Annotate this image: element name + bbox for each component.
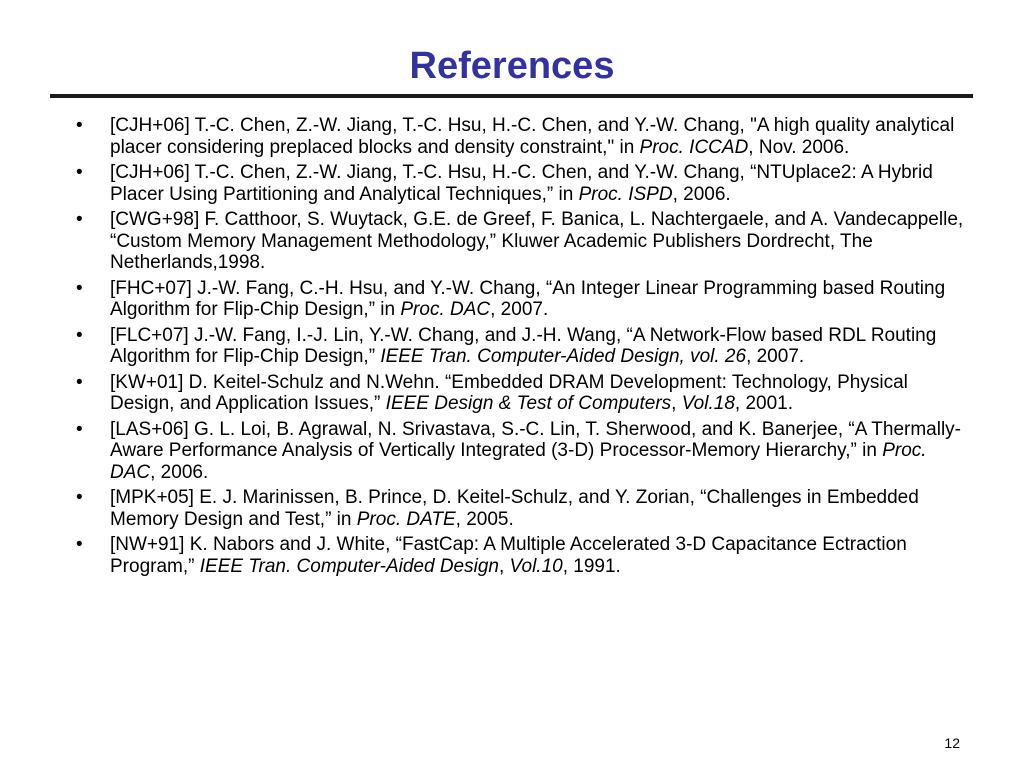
bullet-icon: • xyxy=(76,209,83,230)
reference-text: [MPK+05] E. J. Marinissen, B. Prince, D. Keitel-Schulz, and Y. Zorian, “Challenges in Embedded Memory Design and Test,” in xyxy=(110,487,919,530)
reference-text: [LAS+06] G. L. Loi, B. Agrawal, N. Srivastava, S.-C. Lin, T. Sherwood, and K. Banerjee, “A Thermally-Aware Performance Analysis of Vertically Integrated (3-D) Processor-Memory Hierarchy,” in xyxy=(110,418,962,461)
bullet-icon: • xyxy=(76,534,83,555)
reference-text: [FLC+07] J.-W. Fang, I.-J. Lin, Y.-W. Chang, and J.-H. Wang, “A Network-Flow based RDL Routing Algorithm for Flip-Chip Design,” xyxy=(110,324,937,367)
reference-text: [FHC+07] J.-W. Fang, C.-H. Hsu, and Y.-W. Chang, “An Integer Linear Programming based Routing Algorithm for Flip-Chip Design,” in xyxy=(110,277,946,320)
reference-text: [CJH+06] T.-C. Chen, Z.-W. Jiang, T.-C. Hsu, H.-C. Chen, and Y.-W. Chang, "A high quality analytical placer considering preplaced blocks and density constraint," in xyxy=(110,115,955,158)
reference-venue: Proc. DAC xyxy=(110,440,927,483)
reference-venue: IEEE Tran. Computer-Aided Design, vol. 26 xyxy=(380,346,747,367)
reference-venue: Proc. DAC xyxy=(400,299,491,320)
reference-text: , Nov. 2006. xyxy=(748,136,850,158)
title-divider xyxy=(50,94,973,98)
reference-text: , 2006. xyxy=(150,461,209,483)
bullet-icon: • xyxy=(76,371,83,393)
reference-item xyxy=(76,278,976,321)
reference-text: , 2005. xyxy=(455,508,514,530)
reference-text: [CWG+98] F. Catthoor, S. Wuytack, G.E. de Greef, F. Banica, L. Nachtergaele, and A. Vandecappelle, “Custom Memory Management Methodology,” Kluwer Academic Publishers Dordrecht, The Netherlands,1998. xyxy=(110,209,964,273)
reference-text: , 1991. xyxy=(562,555,621,577)
reference-item xyxy=(76,162,976,205)
reference-text: , xyxy=(498,555,510,577)
reference-item xyxy=(76,209,976,274)
reference-item xyxy=(76,115,976,158)
reference-item xyxy=(76,372,976,415)
bullet-icon: • xyxy=(76,277,83,299)
reference-venue: IEEE Design & Test of Computers xyxy=(385,393,672,414)
reference-list xyxy=(76,115,976,581)
bullet-icon: • xyxy=(76,162,83,183)
reference-venue: Proc. ICCAD xyxy=(639,136,749,158)
reference-item xyxy=(76,534,976,577)
reference-text: , 2006. xyxy=(672,183,731,205)
reference-venue: Proc. ISPD xyxy=(578,183,673,205)
reference-venue: Proc. DATE xyxy=(356,508,456,530)
reference-venue: IEEE Tran. Computer-Aided Design xyxy=(199,555,499,577)
page-number: 12 xyxy=(944,735,960,751)
reference-text: , 2007. xyxy=(490,299,549,320)
reference-text: , 2001. xyxy=(734,393,793,414)
bullet-icon: • xyxy=(76,324,83,346)
reference-item xyxy=(76,419,976,484)
bullet-icon: • xyxy=(76,418,83,440)
reference-text: , xyxy=(671,393,682,414)
reference-venue: Vol.18 xyxy=(681,393,735,414)
reference-venue: Vol.10 xyxy=(509,555,563,577)
bullet-icon: • xyxy=(76,115,83,136)
reference-text: [KW+01] D. Keitel-Schulz and N.Wehn. “Embedded DRAM Development: Technology, Physical Design, and Application Issues,” xyxy=(110,371,908,414)
reference-item xyxy=(76,487,976,530)
bullet-icon: • xyxy=(76,487,83,508)
reference-text: [CJH+06] T.-C. Chen, Z.-W. Jiang, T.-C. Hsu, H.-C. Chen, and Y.-W. Chang, “NTUplace2: A Hybrid Placer Using Partitioning and Analytical Techniques,” in xyxy=(110,162,933,205)
slide-title: References xyxy=(409,45,615,87)
reference-text: , 2007. xyxy=(746,346,805,367)
reference-item xyxy=(76,325,976,368)
reference-text: [NW+91] K. Nabors and J. White, “FastCap: A Multiple Accelerated 3-D Capacitance Ectraction Program,” xyxy=(110,534,907,577)
